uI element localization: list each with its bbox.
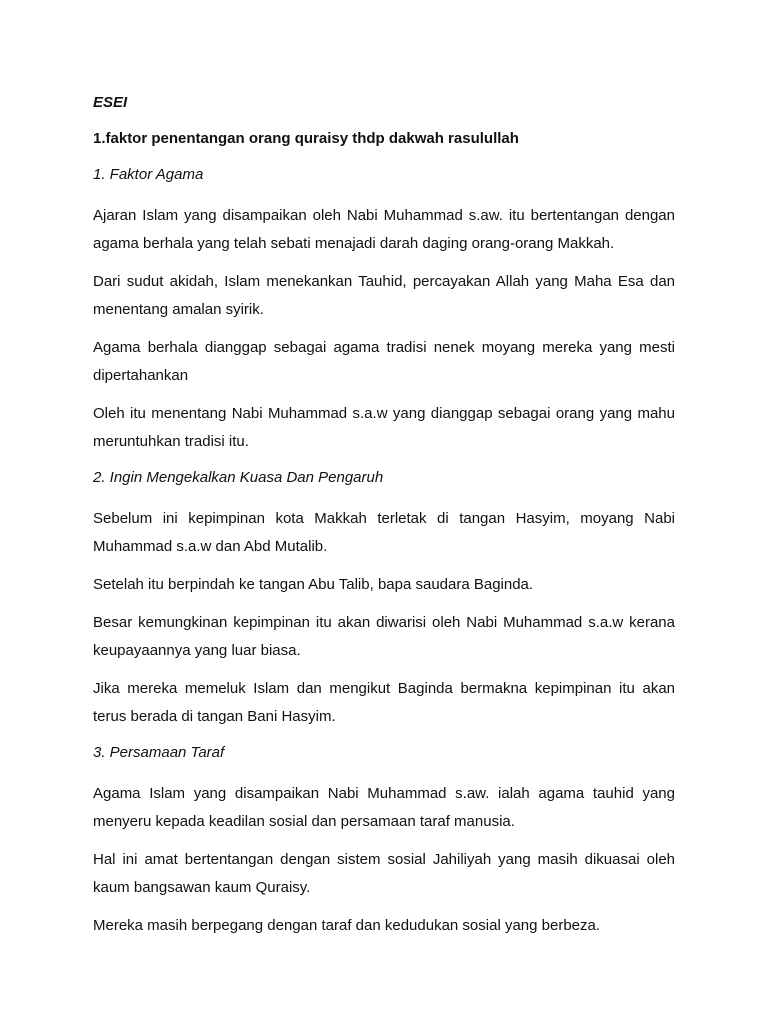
essay-label: ESEI bbox=[93, 94, 128, 111]
paragraph: Oleh itu menentang Nabi Muhammad s.a.w yang dianggap sebagai orang yang mahu meruntuhkan tradisi itu. bbox=[93, 405, 675, 450]
paragraph: Dari sudut akidah, Islam menekankan Tauhid, percayakan Allah yang Maha Esa dan menentang amalan syirik. bbox=[93, 273, 675, 318]
paragraph: Mereka masih berpegang dengan taraf dan kedudukan sosial yang berbeza. bbox=[93, 917, 601, 934]
paragraph: Hal ini amat bertentangan dengan sistem sosial Jahiliyah yang masih dikuasai oleh kaum bangsawan kaum Quraisy. bbox=[93, 851, 675, 896]
paragraph: Agama Islam yang disampaikan Nabi Muhammad s.aw. ialah agama tauhid yang menyeru kepada keadilan sosial dan persamaan taraf manusia. bbox=[93, 785, 675, 830]
section-heading-kuasa: 2. Ingin Mengekalkan Kuasa Dan Pengaruh bbox=[93, 469, 384, 486]
document-content bbox=[93, 93, 675, 950]
paragraph: Jika mereka memeluk Islam dan mengikut Baginda bermakna kepimpinan itu akan terus berada di tangan Bani Hasyim. bbox=[93, 680, 675, 725]
paragraph: Setelah itu berpindah ke tangan Abu Talib, bapa saudara Baginda. bbox=[93, 576, 534, 593]
section-heading-taraf: 3. Persamaan Taraf bbox=[93, 744, 225, 761]
essay-title: 1.faktor penentangan orang quraisy thdp dakwah rasulullah bbox=[93, 130, 519, 147]
paragraph: Besar kemungkinan kepimpinan itu akan diwarisi oleh Nabi Muhammad s.a.w kerana keupayaannya yang luar biasa. bbox=[93, 614, 675, 659]
paragraph: Ajaran Islam yang disampaikan oleh Nabi Muhammad s.aw. itu bertentangan dengan agama berhala yang telah sebati menajadi darah daging orang-orang Makkah. bbox=[93, 207, 675, 252]
paragraph: Sebelum ini kepimpinan kota Makkah terletak di tangan Hasyim, moyang Nabi Muhammad s.a.w dan Abd Mutalib. bbox=[93, 510, 675, 555]
paragraph: Agama berhala dianggap sebagai agama tradisi nenek moyang mereka yang mesti dipertahankan bbox=[93, 339, 675, 384]
section-heading-agama: 1. Faktor Agama bbox=[93, 166, 204, 183]
